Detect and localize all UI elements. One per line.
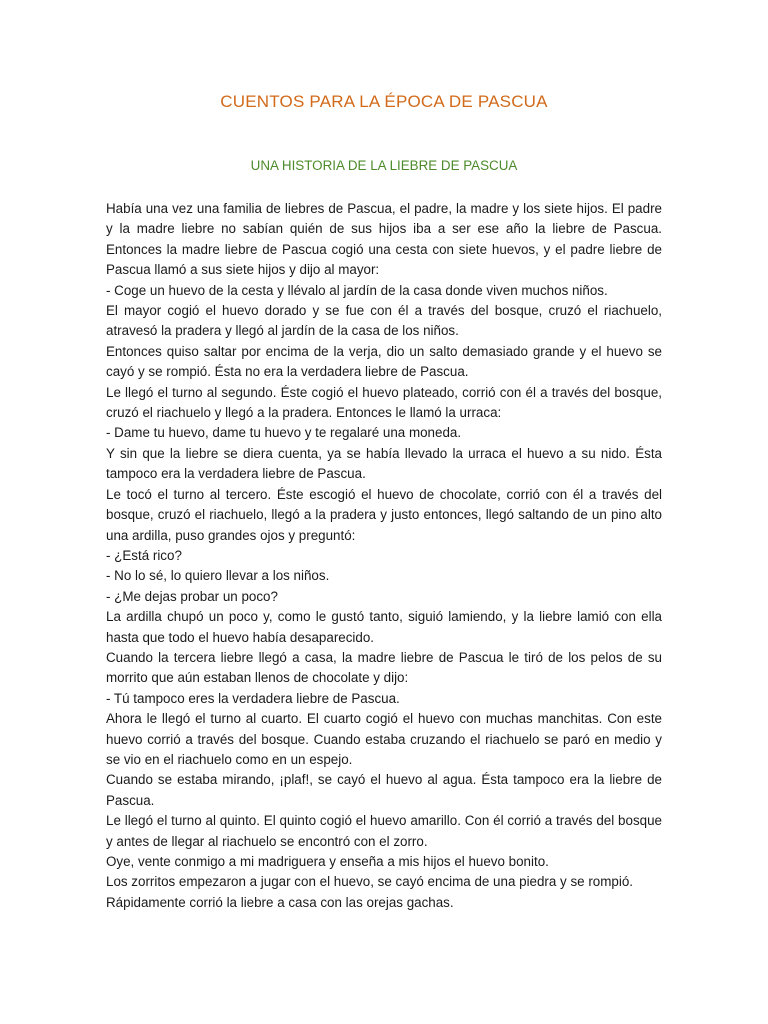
paragraph-10: - No lo sé, lo quiero llevar a los niños. <box>106 568 330 584</box>
paragraph-13: Cuando la tercera liebre llegó a casa, la madre liebre de Pascua le tiró de los pelos de su morrito que aún estaban llenos de chocolate y dijo: <box>106 649 662 686</box>
paragraph-9: - ¿Está rico? <box>106 547 182 563</box>
paragraph-16: Cuando se estaba mirando, ¡plaf!, se cayó el huevo al agua. Ésta tampoco era la liebre de Pascua. <box>106 772 662 808</box>
paragraph-18: Oye, vente conmigo a mi madriguera y enseña a mis hijos el huevo bonito. <box>106 854 549 869</box>
paragraph-2: - Coge un huevo de la cesta y llévalo al jardín de la casa donde viven muchos niños. <box>106 282 608 298</box>
document-subtitle: UNA HISTORIA DE LA LIEBRE DE PASCUA <box>250 158 518 173</box>
document-title: CUENTOS PARA LA ÉPOCA DE PASCUA <box>220 92 548 111</box>
document-body <box>106 199 662 913</box>
paragraph-6: - Dame tu huevo, dame tu huevo y te regalaré una moneda. <box>106 425 462 441</box>
paragraph-17: Le llegó el turno al quinto. El quinto cogió el huevo amarillo. Con él corrió a través del bosque y antes de llegar al riachuelo se encontró con el zorro. <box>106 813 662 849</box>
paragraph-20: Rápidamente corrió la liebre a casa con las orejas gachas. <box>106 894 454 910</box>
paragraph-8: Le tocó el turno al tercero. Éste escogió el huevo de chocolate, corrió con él a través del bosque, cruzó el riachuelo, llegó a la pradera y justo entonces, llegó saltando de un pino alto una ardilla, puso grandes ojos y preguntó: <box>106 486 662 543</box>
paragraph-3: El mayor cogió el huevo dorado y se fue con él a través del bosque, cruzó el riachuelo, atravesó la pradera y llegó al jardín de la casa de los niños. <box>106 303 662 339</box>
paragraph-7: Y sin que la liebre se diera cuenta, ya se había llevado la urraca el huevo a su nido. Ésta tampoco era la verdadera liebre de Pascua. <box>106 445 662 482</box>
paragraph-12: La ardilla chupó un poco y, como le gustó tanto, siguió lamiendo, y la liebre lamió con ella hasta que todo el huevo había desaparecido. <box>106 609 662 645</box>
paragraph-4: Entonces quiso saltar por encima de la verja, dio un salto demasiado grande y el huevo se cayó y se rompió. Ésta no era la verdadera liebre de Pascua. <box>106 343 662 380</box>
paragraph-15: Ahora le llegó el turno al cuarto. El cuarto cogió el huevo con muchas manchitas. Con este huevo corrió a través del bosque. Cuando estaba cruzando el riachuelo se paró en medio y se vio en el riachuelo como en un espejo. <box>106 711 662 767</box>
paragraph-14: - Tú tampoco eres la verdadera liebre de Pascua. <box>106 690 400 706</box>
paragraph-5: Le llegó el turno al segundo. Éste cogió el huevo plateado, corrió con él a través del bosque, cruzó el riachuelo y llegó a la pradera. Entonces le llamó la urraca: <box>106 384 662 421</box>
paragraph-19: Los zorritos empezaron a jugar con el huevo, se cayó encima de una piedra y se rompió. <box>106 874 633 890</box>
paragraph-11: - ¿Me dejas probar un poco? <box>106 588 278 604</box>
paragraph-1: Había una vez una familia de liebres de Pascua, el padre, la madre y los siete hijos. El padre y la madre liebre no sabían quién de sus hijos iba a ser ese año la liebre de Pascua. Entonces la madre liebre de Pascua cogió una cesta con siete huevos, y el padre liebre de Pascua llamó a sus siete hijos y dijo al mayor: <box>106 201 662 278</box>
